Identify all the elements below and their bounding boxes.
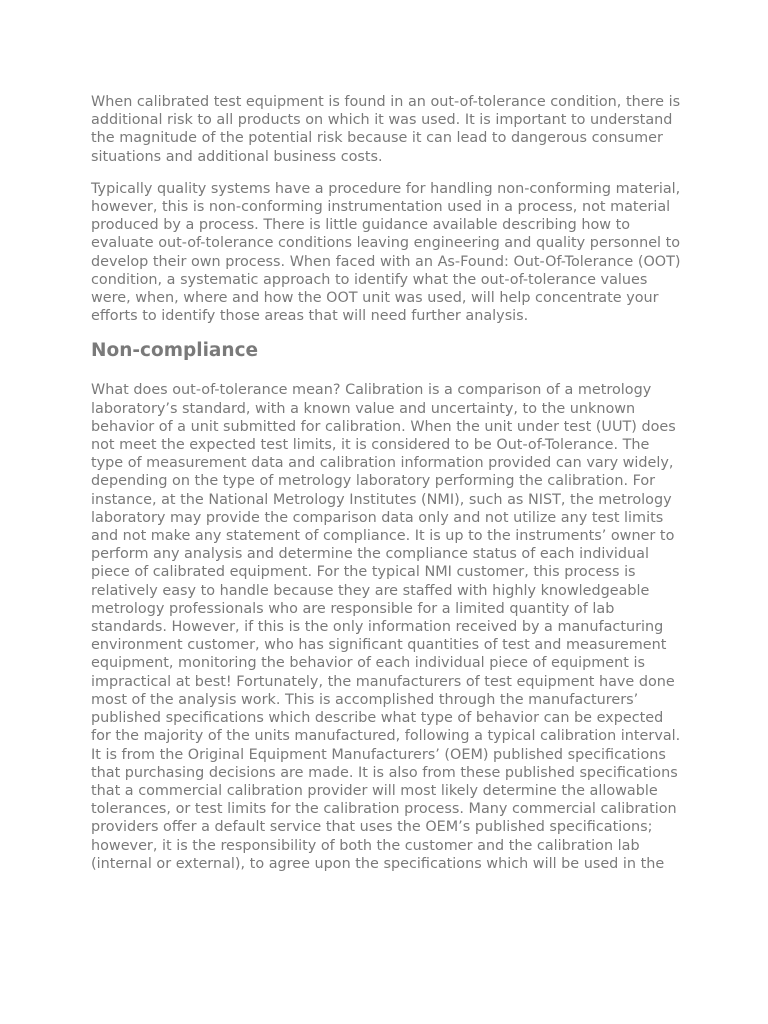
section-paragraph: What does out-of-tolerance mean? Calibration is a comparison of a metrology laboratory’s standard, with a known value and uncertainty, to the unknown behavior of a unit submitted for calibration. When the unit under test (UUT) does not meet the expected test limits, it is considered to be Out-of-Tolerance. The type of measurement data and calibration information provided can vary widely, depending on the type of metrology laboratory performing the calibration. For instance, at the National Metrology Institutes (NMI), such as NIST, the metrology laboratory may provide the comparison data only and not utilize any test limits and not make any statement of compliance. It is up to the instruments’ owner to perform any analysis and determine the compliance status of each individual piece of calibrated equipment. For the typical NMI customer, this process is relatively easy to handle because they are staffed with highly knowledgeable metrology professionals who are responsible for a limited quantity of lab standards. However, if this is the only information received by a manufacturing environment customer, who has significant quantities of test and measurement equipment, monitoring the behavior of each individual piece of equipment is impractical at best! Fortunately, the manufacturers of test equipment have done most of the analysis work. This is accomplished through the manufacturers’ published specifications which describe what type of behavior can be expected for the majority of the units manufactured, following a typical calibration interval. It is from the Original Equipment Manufacturers’ (OEM) published specifications that purchasing decisions are made. It is also from these published specifications that a commercial calibration provider will most likely determine the allowable tolerances, or test limits for the calibration process. Many commercial calibration providers offer a default service that uses the OEM’s published specifications; however, it is the responsibility of both the customer and the calibration lab (internal or external), to agree upon the specifications which will be used in the [91,382,681,872]
document-page [91,93,681,873]
intro-paragraph-2: Typically quality systems have a procedure for handling non-conforming material, however, this is non-conforming instrumentation used in a process, not material produced by a process. There is little guidance available describing how to evaluate out-of-tolerance conditions leaving engineering and quality personnel to develop their own process. When faced with an As-Found: Out-Of-Tolerance (OOT) condition, a systematic approach to identify what the out-of-tolerance values were, when, where and how the OOT unit was used, will help concentrate your efforts to identify those areas that will need further analysis. [91,180,681,325]
intro-paragraph-1: When calibrated test equipment is found in an out-of-tolerance condition, there is additional risk to all products on which it was used. It is important to understand the magnitude of the potential risk because it can lead to dangerous consumer situations and additional business costs. [91,94,681,165]
section-heading: Non-compliance [91,340,259,362]
